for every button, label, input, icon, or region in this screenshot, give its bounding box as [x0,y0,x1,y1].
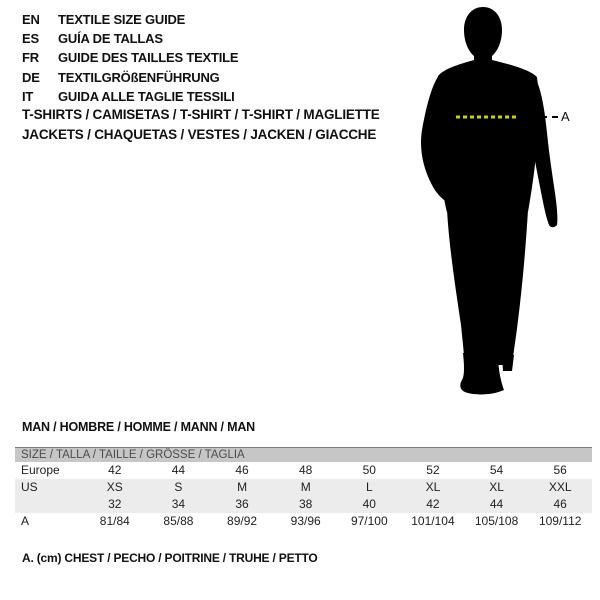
category-lines [22,105,380,144]
language-label: GUIDA ALLE TAGLIE TESSILI [58,88,235,104]
table-cell: 105/108 [474,514,519,528]
table-cell: 89/92 [227,514,258,528]
table-cell: 44 [489,497,504,511]
table-cell: 32 [108,497,122,511]
table-cell: 44 [171,463,186,477]
table-cell: 40 [362,497,376,511]
table-cell: 52 [426,463,440,477]
table-cell: 46 [235,463,249,477]
table-cell: 42 [108,463,122,477]
table-row-chest [15,513,592,530]
language-label: TEXTILE SIZE GUIDE [58,12,186,27]
table-cell: 85/88 [163,514,194,528]
footnote-chest: A. (cm) CHEST / PECHO / POITRINE / TRUHE / PETTO [22,551,318,565]
category-line-jackets: JACKETS / CHAQUETAS / VESTES / JACKEN / GIACCHE [22,126,377,142]
section-heading-man: MAN / HOMBRE / HOMME / MANN / MAN [22,420,255,434]
table-cell: M [300,480,311,494]
measurement-label-a: A [561,109,570,124]
table-cell: 38 [299,497,313,511]
language-row [22,10,238,29]
table-cell: XXL [548,480,572,494]
table-cell: 42 [426,497,440,511]
measurement-leader-dash [541,116,558,118]
language-row [22,48,238,67]
table-cell: 54 [489,463,504,477]
table-cell: 56 [553,463,567,477]
table-cell: S [174,480,183,494]
language-label: TEXTILGRÖßENFÜHRUNG [58,69,220,85]
language-label: GUIDE DES TAILLES TEXTILE [58,50,239,66]
row-label: A [21,514,30,528]
table-cell: 97/100 [350,514,388,528]
table-row-us [15,479,592,496]
language-code: FR [22,50,39,66]
man-silhouette-shape [421,7,557,394]
table-cell: 81/84 [99,514,130,528]
table-row-europe [15,462,592,479]
language-list [22,10,238,106]
size-table-header: SIZE / TALLA / TAILLE / GRÖSSE / TAGLIA [15,447,592,462]
language-label: GUÍA DE TALLAS [58,31,163,47]
table-cell: 48 [299,463,313,477]
row-label: Europe [21,463,60,477]
table-cell: M [237,480,248,494]
man-silhouette [405,5,565,400]
language-row [22,68,238,87]
category-line-tshirts: T-SHIRTS / CAMISETAS / T-SHIRT / T-SHIRT / MAGLIETTE [22,107,380,122]
row-label [15,496,83,513]
table-cell: 101/104 [411,514,455,528]
table-cell: 46 [553,497,567,511]
table-cell: XL [425,480,441,494]
language-code: DE [22,69,40,85]
table-cell: L [365,480,373,494]
language-row [22,29,238,48]
table-cell: 50 [362,463,376,477]
language-row [22,87,238,106]
row-label: US [21,480,38,494]
language-code: IT [22,88,34,104]
language-code: ES [22,31,39,47]
table-cell: XS [106,480,123,494]
table-cell: 109/112 [538,514,582,528]
size-table [15,447,592,530]
table-cell: XL [489,480,504,494]
table-cell: 36 [235,497,249,511]
language-code: EN [22,12,40,27]
table-cell: 93/96 [290,514,321,528]
table-row-numeric [15,496,592,513]
table-cell: 34 [171,497,186,511]
